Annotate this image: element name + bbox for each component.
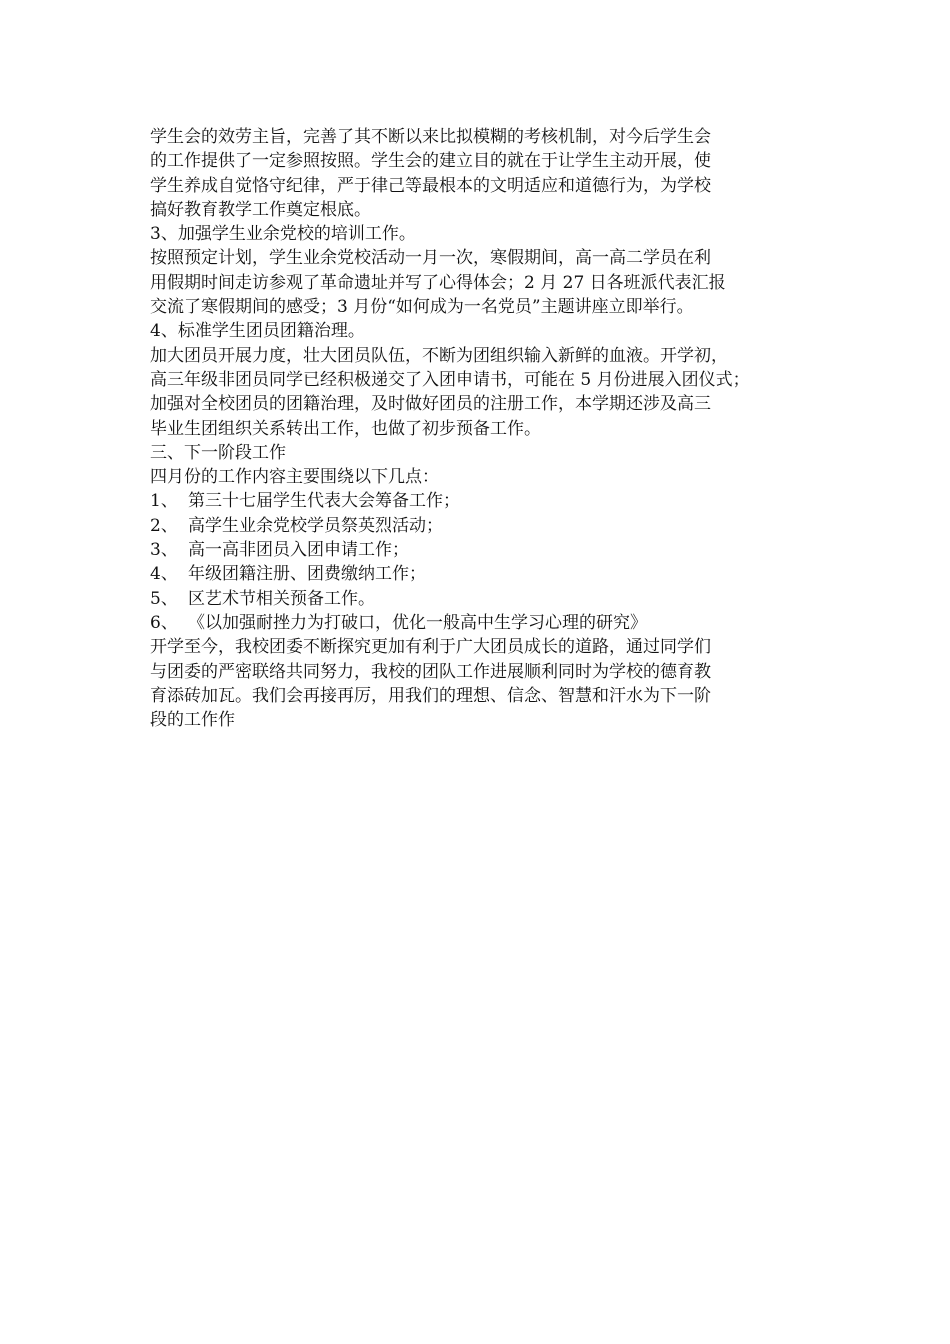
paragraph-line: 的工作提供了一定参照按照。学生会的建立目的就在于让学生主动开展，使 (150, 151, 711, 172)
list-item (150, 587, 820, 611)
section-heading: 4、标准学生团员团籍治理。 (150, 321, 365, 342)
list-item (150, 611, 820, 635)
document-body (150, 125, 820, 732)
paragraph-line: 搞好教育教学工作奠定根底。 (150, 199, 371, 220)
paragraph-line: 与团委的严密联络共同努力，我校的团队工作进展顺利同时为学校的德育教 (150, 661, 711, 682)
list-item-number: 1、 (150, 491, 178, 512)
paragraph-line: 学生养成自觉恪守纪律，严于律己等最根本的文明适应和道德行为，为学校 (150, 175, 711, 196)
list-item-text: 《以加强耐挫力为打破口，优化一般高中生学习心理的研究》 (188, 612, 647, 633)
paragraph-line: 学生会的效劳主旨，完善了其不断以来比拟模糊的考核机制，对今后学生会 (150, 127, 711, 147)
paragraph-line: 高三年级非团员同学已经积极递交了入团申请书，可能在 5 月份进展入团仪式； (150, 369, 750, 390)
paragraph-line: 按照预定计划，学生业余党校活动一月一次，寒假期间，高一高二学员在利 (150, 248, 711, 269)
list-item-number: 3、 (150, 540, 178, 561)
list-item (150, 489, 820, 513)
list-item-text: 高学生业余党校学员祭英烈活动； (188, 515, 443, 536)
section-heading: 3、加强学生业余党校的培训工作。 (150, 224, 416, 245)
list-item (150, 514, 820, 538)
paragraph-line: 育添砖加瓦。我们会再接再厉，用我们的理想、信念、智慧和汗水为下一阶 (150, 685, 711, 706)
list-item-text: 高一高非团员入团申请工作； (188, 540, 409, 561)
paragraph-line: 加强对全校团员的团籍治理，及时做好团员的注册工作，本学期还涉及高三 (150, 394, 711, 415)
list-item-text: 年级团籍注册、团费缴纳工作； (188, 564, 426, 585)
paragraph-line: 交流了寒假期间的感受；3 月份“如何成为一名党员”主题讲座立即举行。 (150, 297, 694, 318)
paragraph-line: 四月份的工作内容主要围绕以下几点： (150, 467, 439, 488)
paragraph-line: 段的工作作 (150, 710, 235, 731)
list-item-number: 5、 (150, 588, 178, 609)
list-item-text: 第三十七届学生代表大会筹备工作； (188, 491, 460, 512)
list-item (150, 562, 820, 586)
paragraph-line: 毕业生团组织关系转出工作，也做了初步预备工作。 (150, 418, 541, 439)
list-item (150, 538, 820, 562)
list-item-text: 区艺术节相关预备工作。 (188, 588, 375, 609)
paragraph-line: 开学至今，我校团委不断探究更加有利于广大团员成长的道路，通过同学们 (150, 637, 711, 658)
list-item-number: 6、 (150, 612, 178, 633)
list-item-number: 2、 (150, 515, 178, 536)
paragraph-line: 加大团员开展力度，壮大团员队伍，不断为团组织输入新鲜的血液。开学初， (150, 345, 728, 366)
paragraph-line: 用假期时间走访参观了革命遗址并写了心得体会；2 月 27 日各班派代表汇报 (150, 272, 726, 293)
section-heading: 三、下一阶段工作 (150, 442, 286, 463)
list-item-number: 4、 (150, 564, 178, 585)
